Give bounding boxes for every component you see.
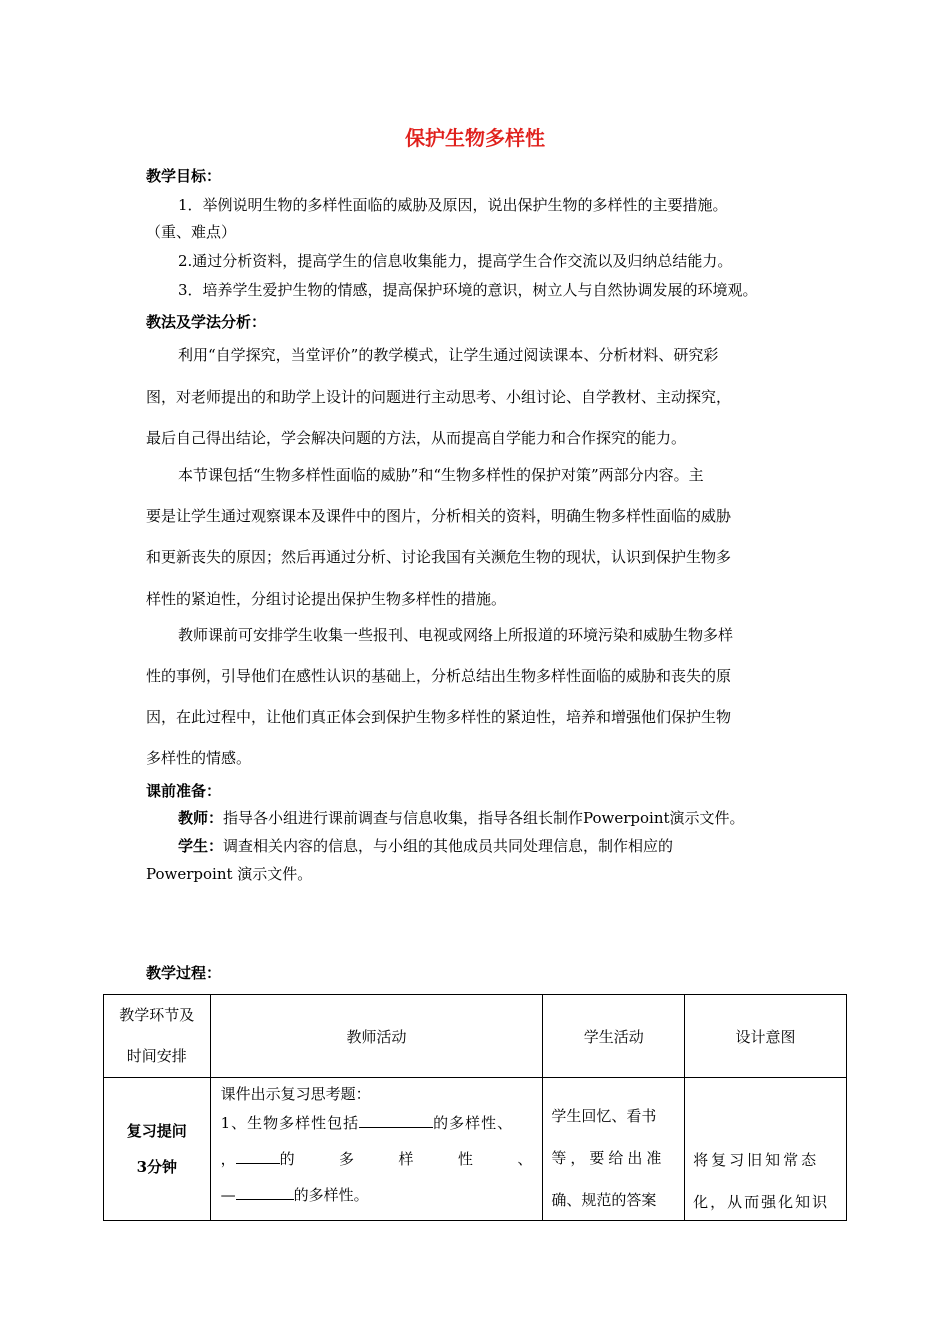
prep-student (178, 836, 673, 856)
row-teacher-line3-a: ， 的 (220, 1150, 295, 1168)
header-student: 学生活动 (543, 995, 685, 1078)
row-intent-line1: 将复习旧知常态 (693, 1151, 820, 1169)
row-teacher-line3 (211, 1149, 543, 1169)
prep-teacher-label: 教师： (178, 809, 224, 827)
row-teacher (210, 1078, 543, 1221)
methods-para1-line: 图，对老师提出的和助学上设计的问题进行主动思考、小组讨论、自学教材、主动探究， (146, 388, 732, 406)
row-teacher-line3-c: 多 (339, 1150, 355, 1168)
goal-item-1-note: （重、难点） (146, 223, 237, 241)
answer-blank (359, 1113, 433, 1128)
row-stage (104, 1078, 211, 1221)
prep-heading: 课前准备： (146, 782, 222, 800)
header-intent: 设计意图 (685, 995, 847, 1078)
prep-student-text-cont: Powerpoint 演示文件。 (146, 865, 313, 883)
header-stage (104, 995, 211, 1078)
methods-para1-line: 最后自己得出结论，学会解决问题的方法，从而提高自学能力和合作探究的能力。 (146, 429, 687, 447)
prep-teacher-text: 指导各小组进行课前调查与信息收集，指导各组长制作Powerpoint演示文件。 (223, 809, 745, 827)
goals-heading: 教学目标： (146, 167, 222, 185)
row-teacher-line2-a: 1、生物多样性包括 (220, 1114, 360, 1132)
header-teacher: 教师活动 (210, 995, 543, 1078)
header-stage-line1: 教学环节及 (119, 1006, 195, 1024)
process-table (103, 994, 847, 1221)
row-intent-line2: 化，从而强化知识 (693, 1193, 830, 1211)
process-heading: 教学过程： (146, 964, 222, 982)
row-stage-line1: 复习提问 (126, 1122, 187, 1140)
row-intent (685, 1078, 847, 1221)
methods-para2-line: 要是让学生通过观察课本及课件中的图片，分析相关的资料，明确生物多样性面临的威胁 (146, 507, 732, 525)
answer-blank (236, 1185, 294, 1200)
row-teacher-line2-b: 的多样性、 (433, 1114, 514, 1132)
row-teacher-line3-d: 样 (398, 1150, 414, 1168)
methods-para3-line: 性的事例，引导他们在感性认识的基础上，分析总结出生物多样性面临的威胁和丧失的原 (146, 667, 732, 685)
goal-item-1: 1．举例说明生物的多样性面临的威胁及原因，说出保护生物的多样性的主要措施。 (178, 196, 728, 214)
methods-para2-line: 样性的紧迫性，分组讨论提出保护生物多样性的措施。 (146, 590, 507, 608)
row-stage-line2: 3分钟 (136, 1158, 177, 1176)
row-student-line3: 确、规范的答案 (551, 1191, 657, 1209)
row-teacher-line4 (211, 1185, 543, 1205)
row-teacher-line3-e: 性 (457, 1150, 473, 1168)
row-teacher-line4-b: 的多样性。 (293, 1186, 369, 1204)
table-header-row (104, 995, 847, 1078)
answer-blank (236, 1149, 280, 1164)
methods-para2-line: 本节课包括“生物多样性面临的威胁”和“生物多样性的保护对策”两部分内容。主 (178, 466, 704, 484)
row-student-line2: 等，要给出准 (551, 1149, 666, 1167)
row-teacher-line4-a: — (220, 1186, 236, 1204)
methods-heading: 教法及学法分析： (146, 313, 267, 331)
row-student (543, 1078, 685, 1221)
row-teacher-line1: 课件出示复习思考题： (220, 1085, 371, 1103)
methods-para2-line: 和更新丧失的原因；然后再通过分析、讨论我国有关濒危生物的现状，认识到保护生物多 (146, 548, 732, 566)
table-row (104, 1078, 847, 1221)
prep-student-label: 学生： (178, 837, 224, 855)
header-stage-line2: 时间安排 (126, 1047, 187, 1065)
prep-teacher (178, 808, 745, 828)
page-title: 保护生物多样性 (405, 126, 545, 150)
methods-para3-line: 因，在此过程中，让他们真正体会到保护生物多样性的紧迫性，培养和增强他们保护生物 (146, 708, 732, 726)
methods-para1-line: 利用“自学探究，当堂评价”的教学模式，让学生通过阅读课本、分析材料、研究彩 (178, 346, 719, 364)
goal-item-2: 2.通过分析资料，提高学生的信息收集能力，提高学生合作交流以及归纳总结能力。 (178, 252, 733, 270)
row-student-line1: 学生回忆、看书 (551, 1107, 657, 1125)
prep-student-text: 调查相关内容的信息，与小组的其他成员共同处理信息，制作相应的 (223, 837, 674, 855)
goal-item-3: 3．培养学生爱护生物的情感，提高保护环境的意识，树立人与自然协调发展的环境观。 (178, 281, 758, 299)
methods-para3-line: 多样性的情感。 (146, 749, 252, 767)
methods-para3-line: 教师课前可安排学生收集一些报刊、电视或网络上所报道的环境污染和威胁生物多样 (178, 626, 734, 644)
row-teacher-line3-f: 、 (517, 1150, 533, 1168)
row-teacher-line2 (211, 1113, 543, 1133)
